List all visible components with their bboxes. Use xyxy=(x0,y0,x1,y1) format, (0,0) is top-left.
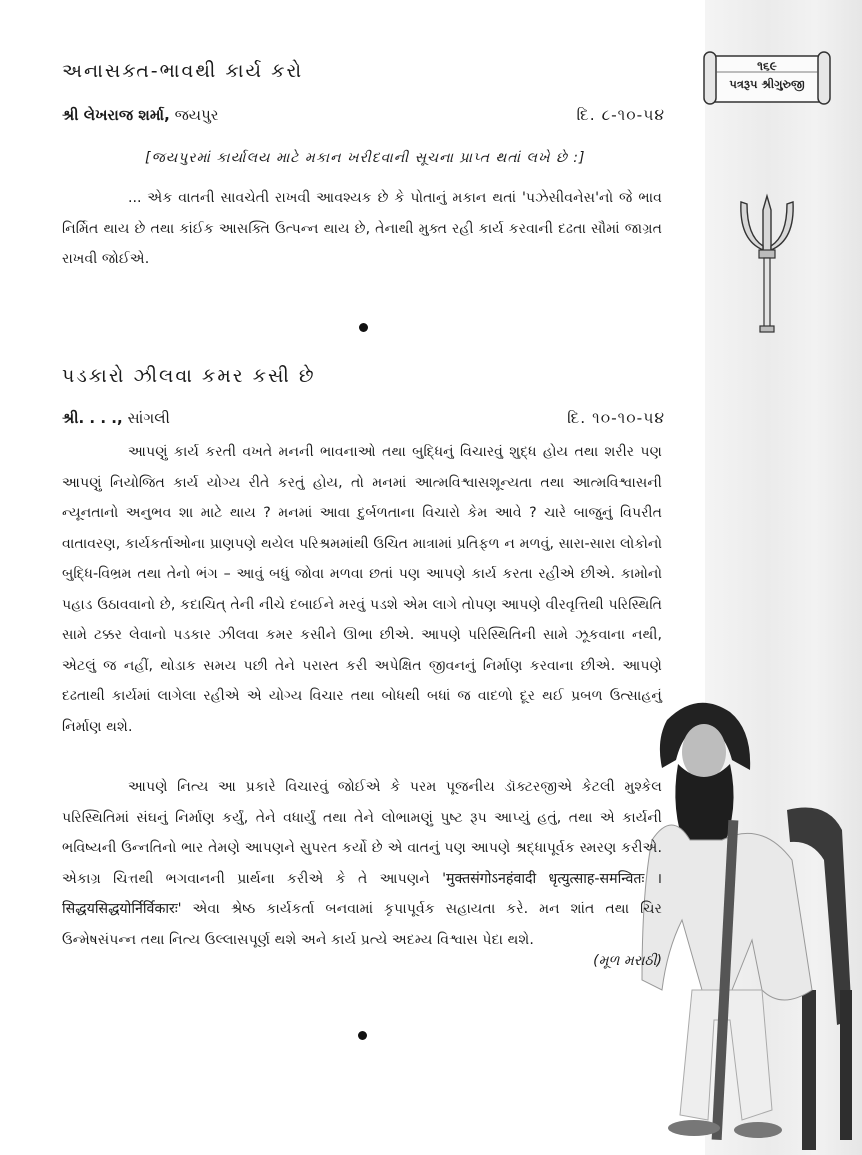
separator-bullet xyxy=(359,323,368,332)
letter2-paragraph-2: આપણે નિત્ય આ પ્રકારે વિચારવું જોઈએ કે પરમ પૂજનીય ડૉક્ટરજીએ કેટલી મુશ્કેલ પરિસ્થિતિમાં સંઘનું નિર્માણ કર્યું, તેને વધાર્યું તથા તેને લોભામણું પુષ્ટ રૂપ આપ્યું હતું, તથા એ કાર્યની ભવિષ્યની ઉન્નતિનો ભાર તેમણે આપણને સુપરત કર્યો છે એ વાતનું પણ આપણે શ્રદ્ધાપૂર્વક સ્મરણ કરીએ. એકાગ્ર ચિત્તથી ભગવાનની પ્રાર્થના કરીએ કે તે આપણને 'मुक्तसंगोऽनहंवादी धृत्युत्साह-समन्वितः । सिद्धयसिद्धयोर्निर्विकारः' એવા શ્રેષ્ઠ કાર્યકર્તા બનવામાં કૃપાપૂર્વક સહાયતા કરે. મન શાંત તથા ચિર ઉન્મેષસંપન્ન તથા નિત્ય ઉલ્લાસપૂર્ણ થશે અને કાર્ય પ્રત્યે અદમ્ય વિશ્વાસ પેદા થશે. xyxy=(62,779,662,948)
separator-bullet xyxy=(358,1031,367,1040)
letter1-note: [જયપુરમાં કાર્યાલય માટે મકાન ખરીદવાની સૂચના પ્રાપ્ત થતાં લખે છે :] xyxy=(145,150,586,166)
letter2-title: પડકારો ઝીલવા કમર કસી છે xyxy=(62,365,316,387)
letter2-paragraph-1: આપણું કાર્ય કરતી વખતે મનની ભાવનાઓ તથા બુદ્ધિનું વિચારવું શુદ્ધ હોય તથા શરીર પણ આપણું નિયોજિત કાર્ય યોગ્ય રીતે કરતું હોય, તો મનમાં આત્મવિશ્વાસશૂન્યતા તથા આત્મવિશ્વાસની ન્યૂનતાનો અનુભવ શા માટે થાય ? મનમાં આવા દુર્બળતાના વિચારો કેમ આવે ? ચારે બાજુનું વિપરીત વાતાવરણ, કાર્યકર્તાઓના પ્રાણપણે થયેલ પરિશ્રમમાંથી ઉચિત માત્રામાં પ્રતિફળ ન મળવું, સારા-સારા લોકોનો બુદ્ધિ-વિભ્રમ તથા તેનો ભંગ – આવું બધું જોવા મળવા છતાં પણ આપણે કાર્ય કરતા રહીએ છીએ. કામોનો પહાડ ઉઠાવવાનો છે, કદાચિત્ તેની નીચે દબાઈને મરવું પડશે એમ લાગે તોપણ આપણે વીરવૃત્તિથી પરિસ્થિતિ સામે ટક્કર લેવાનો પડકાર ઝીલવા કમર કસીને ઊભા છીએ. આપણે પરિસ્થિતિની સામે ઝૂકવાના નથી, એટલું જ નહીં, થોડાક સમય પછી તેને પરાસ્ત કરી અપેક્ષિત જીવનનું નિર્માણ કરવાના છીએ. આપણે દઢતાથી કાર્યમાં લાગેલા રહીએ એ યોગ્ય વિચાર તથા બોધથી બધાં જ વાદળો દૂર થઈ પ્રબળ ઉત્સાહનું નિર્માણ થશે. xyxy=(62,444,662,735)
trishul-icon xyxy=(735,192,799,337)
letter1-date: દિ. ૮-૧૦-૫૪ xyxy=(576,106,665,124)
letter1-title: અનાસક્ત-ભાવથી કાર્ય કરો xyxy=(62,60,304,82)
page-number: ૧૬૯ xyxy=(757,59,777,73)
letter2-sender-name: શ્રી. . . ., xyxy=(62,409,123,427)
letter2-signature: (મૂળ મરાઠી) xyxy=(593,953,662,969)
letter2-sender-place: સાંગલી xyxy=(127,409,170,427)
letter1-body: ... એક વાતની સાવચેતી રાખવી આવશ્યક છે કે પોતાનું મકાન થતાં 'પઝેસીવનેસ'નો જે ભાવ નિર્મિત થાય છે તથા કાંઈક આસક્તિ ઉત્પન્ન થાય છે, તેનાથી મુક્ત રહી કાર્ય કરવાની દઢતા સૌમાં જાગ્રત રાખવી જોઈએ. xyxy=(62,190,662,267)
page-badge xyxy=(702,50,832,106)
letter1-sender-place: જયપુર xyxy=(174,106,219,124)
letter2-date: દિ. ૧૦-૧૦-૫૪ xyxy=(567,409,665,427)
letter1-sender xyxy=(62,106,219,124)
letter2-sender xyxy=(62,409,170,427)
book-title: પત્રરૂપ શ્રીગુરુજી xyxy=(729,77,805,91)
letter1-sender-name: શ્રી લેખરાજ શર્મા, xyxy=(62,106,170,124)
